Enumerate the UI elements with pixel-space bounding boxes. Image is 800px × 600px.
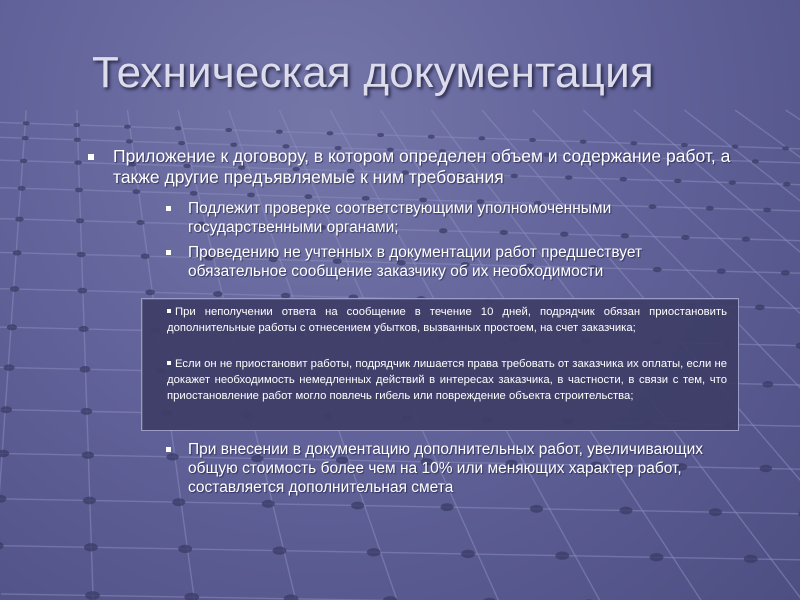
lattice-node <box>0 495 6 503</box>
lattice-node <box>213 291 223 297</box>
lattice-node <box>190 191 198 196</box>
lattice-node <box>377 133 384 137</box>
lattice-node <box>247 193 255 198</box>
lattice-node <box>351 502 364 510</box>
note-text: Если он не приостановит работы, подрядчик лишается права требовать от заказчика их оплаты, если не докажет необходимость немедленных действий в интересах заказчика, в частности, в связи с тем, что приостановление работ могло повлечь гибель или повреждение объекта строительства; <box>167 358 727 402</box>
lattice-node <box>178 141 185 145</box>
lattice-node <box>0 450 9 457</box>
lattice-node <box>262 500 275 508</box>
bullet-item-additional-estimate <box>166 440 726 497</box>
lattice-node <box>783 182 790 186</box>
lattice-node <box>284 594 299 600</box>
square-bullet-icon <box>167 309 171 313</box>
lattice-node <box>82 451 94 458</box>
bullet-list-level1 <box>88 146 758 188</box>
lattice-node <box>478 136 485 140</box>
lattice-node <box>22 136 29 140</box>
lattice-node <box>0 406 12 413</box>
lattice-node <box>175 126 182 130</box>
lattice-node <box>184 593 199 600</box>
lattice-node <box>73 123 80 127</box>
lattice-node <box>755 304 765 310</box>
note-item-no-response <box>167 304 727 336</box>
bullet-text: Приложение к договору, в котором определен объем и содержание работ, а также другие предъявляемые к ним требования <box>113 146 731 187</box>
note-item-not-suspended <box>167 356 727 404</box>
lattice-node <box>367 548 381 556</box>
lattice-node <box>136 220 144 225</box>
lattice-line <box>0 532 800 592</box>
lattice-node <box>796 343 800 349</box>
bullet-item-state-review <box>166 199 726 237</box>
lattice-node <box>77 252 86 257</box>
lattice-node <box>276 130 283 134</box>
lattice-node <box>132 189 140 194</box>
lattice-node <box>630 141 637 145</box>
lattice-node <box>225 128 232 132</box>
lattice-node <box>172 498 185 506</box>
note-box <box>141 298 739 431</box>
lattice-node <box>529 138 536 142</box>
lattice-node <box>80 366 91 373</box>
note-text: При неполучении ответа на сообщение в течение 10 дней, подрядчик обязан приостановить дополнительные работы с отнесением убытков, вызванных простоем, на счет заказчика; <box>167 306 727 334</box>
lattice-node <box>709 508 722 516</box>
bullet-text: Подлежит проверке соответствующими уполномоченными государственными органами; <box>188 200 612 236</box>
lattice-node <box>273 546 287 554</box>
lattice-node <box>762 381 773 388</box>
lattice-node <box>555 551 569 559</box>
lattice-node <box>742 237 750 242</box>
lattice-node <box>7 324 17 330</box>
lattice-node <box>76 218 84 223</box>
lattice-node <box>4 364 15 371</box>
lattice-line <box>0 580 800 600</box>
lattice-node <box>0 541 4 549</box>
lattice-node <box>428 135 435 139</box>
lattice-node <box>74 138 81 142</box>
lattice-node <box>10 286 20 292</box>
lattice-node <box>23 121 30 125</box>
lattice-node <box>75 188 83 193</box>
slide-title: Техническая документация <box>92 48 654 97</box>
lattice-node <box>619 507 632 515</box>
lattice-node <box>141 253 150 258</box>
bullet-list-level2-lower <box>166 440 726 497</box>
square-bullet-icon <box>166 206 171 211</box>
lattice-node <box>74 160 81 164</box>
lattice-node <box>145 289 155 295</box>
lattice-node <box>744 555 758 563</box>
square-bullet-icon <box>167 361 171 365</box>
lattice-node <box>18 186 26 191</box>
lattice-node <box>15 217 23 222</box>
lattice-node <box>782 146 789 150</box>
lattice-node <box>79 326 89 332</box>
lattice-node <box>650 553 664 561</box>
lattice-node <box>781 270 790 275</box>
bullet-item-customer-notice <box>166 243 726 281</box>
lattice-node <box>13 250 22 255</box>
bullet-text: Проведению не учтенных в документации работ предшествует обязательное сообщение заказчику об их необходимости <box>188 244 643 280</box>
lattice-node <box>763 208 771 213</box>
lattice-node <box>0 589 1 598</box>
lattice-node <box>126 139 133 143</box>
lattice-node <box>441 503 454 511</box>
lattice-node <box>580 140 587 144</box>
square-bullet-icon <box>166 250 171 255</box>
bullet-list-level2-upper <box>166 199 726 281</box>
lattice-node <box>20 159 27 163</box>
lattice-node <box>81 408 93 415</box>
lattice-line <box>0 110 26 600</box>
bullet-item-contract-annex <box>88 146 758 188</box>
lattice-node <box>83 497 96 505</box>
square-bullet-icon <box>88 154 94 160</box>
square-bullet-icon <box>166 447 171 452</box>
bullet-text: При внесении в документацию дополнительных работ, увеличивающих общую стоимость более чем на 10% или меняющих характер работ, составляется дополнительная смета <box>188 441 703 496</box>
lattice-node <box>78 288 88 294</box>
lattice-node <box>124 125 131 129</box>
lattice-node <box>85 591 100 600</box>
lattice-node <box>178 545 192 553</box>
lattice-node <box>84 543 98 551</box>
lattice-node <box>530 505 543 513</box>
lattice-node <box>760 465 772 472</box>
lattice-node <box>461 550 475 558</box>
lattice-node <box>327 131 334 135</box>
